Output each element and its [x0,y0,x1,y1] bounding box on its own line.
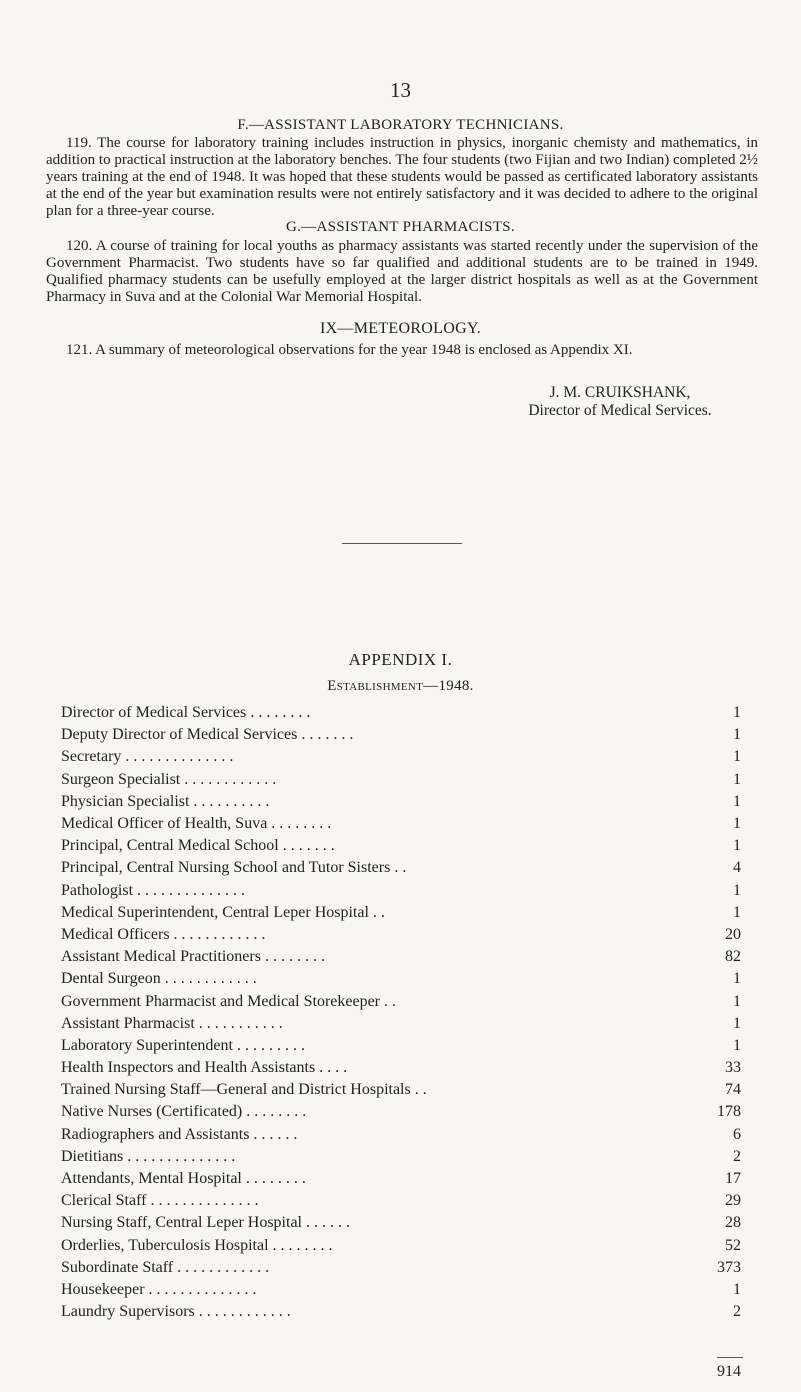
establishment-total: 914 [717,1363,741,1380]
table-row [61,1279,741,1301]
table-row [61,924,741,946]
establishment-count: 1 [733,992,741,1010]
establishment-count: 178 [717,1103,741,1121]
section-g-paragraph [46,238,758,306]
section-ix-paragraph [46,342,758,359]
establishment-count: 1 [733,1036,741,1054]
establishment-count: 1 [733,881,741,899]
table-row [61,1301,741,1323]
table-row [61,880,741,902]
section-divider [342,543,462,544]
establishment-count: 373 [717,1258,741,1276]
paragraph-120: 120. A course of training for local youths as pharmacy assistants was started recently under the supervision of the Government Pharmacist. Two students have so far qualified and additional students are to be trained in 1949. Qualified pharmacy students can be usefully employed at the larger district hospitals as well as at the Government Pharmacy in Suva and at the Colonial War Memorial Hospital. [46,238,758,305]
establishment-position: Secretary . . . . . . . . . . . . . . [61,748,234,766]
table-row [61,702,741,724]
table-row [61,968,741,990]
establishment-count: 1 [733,726,741,744]
signature-name: J. M. CRUIKSHANK, [549,384,691,401]
table-row [61,1190,741,1212]
establishment-position: Deputy Director of Medical Services . . . . . . . [61,726,354,744]
table-row [61,1168,741,1190]
section-g-heading: G.—ASSISTANT PHARMACISTS. [286,219,515,235]
signature-block [470,384,770,420]
table-row [61,1212,741,1234]
establishment-position: Pathologist . . . . . . . . . . . . . . [61,881,246,899]
table-row [61,902,741,924]
establishment-position: Trained Nursing Staff—General and District Hospitals . . [61,1081,427,1099]
paragraph-121: 121. A summary of meteorological observations for the year 1948 is enclosed as Appendix XI. [66,342,633,358]
establishment-count: 1 [733,792,741,810]
establishment-position: Principal, Central Nursing School and Tutor Sisters . . [61,859,407,877]
establishment-count: 1 [733,837,741,855]
establishment-count: 1 [733,970,741,988]
establishment-position: Physician Specialist . . . . . . . . . . [61,792,270,810]
table-row [61,791,741,813]
establishment-position: Dental Surgeon . . . . . . . . . . . . [61,970,257,988]
establishment-count: 1 [733,1280,741,1298]
establishment-position: Native Nurses (Certificated) . . . . . . . . [61,1103,307,1121]
establishment-table [61,702,741,1323]
table-row [61,1035,741,1057]
table-row [61,746,741,768]
establishment-position: Assistant Medical Practitioners . . . . . . . . [61,948,325,966]
appendix-title: APPENDIX I. [348,650,453,669]
section-f-paragraph [46,135,758,220]
table-row [61,990,741,1012]
section-f-heading: F.—ASSISTANT LABORATORY TECHNICIANS. [237,117,564,133]
establishment-position: Principal, Central Medical School . . . . . . . [61,837,335,855]
establishment-position: Surgeon Specialist . . . . . . . . . . . . [61,770,277,788]
establishment-position: Director of Medical Services . . . . . . . . [61,704,311,722]
establishment-position: Dietitians . . . . . . . . . . . . . . [61,1147,236,1165]
establishment-count: 33 [725,1059,741,1077]
establishment-position: Radiographers and Assistants . . . . . . [61,1125,298,1143]
total-rule [717,1357,743,1358]
appendix-subtitle: Establishment—1948. [327,678,474,694]
establishment-count: 1 [733,748,741,766]
table-row [61,1013,741,1035]
establishment-count: 28 [725,1214,741,1232]
table-row [61,835,741,857]
section-ix-heading: IX—METEOROLOGY. [319,320,482,337]
establishment-count: 4 [733,859,741,877]
table-row [61,946,741,968]
establishment-count: 2 [733,1147,741,1165]
table-row [61,1257,741,1279]
establishment-position: Housekeeper . . . . . . . . . . . . . . [61,1280,257,1298]
table-row [61,769,741,791]
establishment-position: Attendants, Mental Hospital . . . . . . . . [61,1170,306,1188]
table-row [61,1146,741,1168]
table-row [61,813,741,835]
establishment-position: Medical Officer of Health, Suva . . . . . . . . [61,815,332,833]
table-row [61,1124,741,1146]
establishment-position: Laboratory Superintendent . . . . . . . . . [61,1036,305,1054]
establishment-position: Medical Officers . . . . . . . . . . . . [61,925,266,943]
establishment-count: 52 [725,1236,741,1254]
establishment-position: Medical Superintendent, Central Leper Hospital . . [61,903,385,921]
establishment-position: Subordinate Staff . . . . . . . . . . . . [61,1258,270,1276]
establishment-count: 2 [733,1303,741,1321]
establishment-count: 74 [725,1081,741,1099]
establishment-position: Government Pharmacist and Medical Storekeeper . . [61,992,396,1010]
page-number: 13 [390,78,411,102]
establishment-position: Orderlies, Tuberculosis Hospital . . . . . . . . [61,1236,333,1254]
table-row [61,1079,741,1101]
establishment-position: Nursing Staff, Central Leper Hospital . . . . . . [61,1214,350,1232]
table-row [61,724,741,746]
establishment-count: 1 [733,770,741,788]
table-row [61,857,741,879]
establishment-count: 29 [725,1192,741,1210]
paragraph-119: 119. The course for laboratory training includes instruction in physics, inorganic chemisty and mathematics, in addition to practical instruction at the laboratory benches. The four students (two Fijian and two Indian) completed 2½ years training at the end of 1948. It was hoped that these students would be passed as certificated laboratory assistants at the end of the year but examination results were not entirely satisfactory and it was decided to adhere to the original plan for a three-year course. [46,135,758,219]
establishment-count: 1 [733,1014,741,1032]
table-row [61,1057,741,1079]
establishment-count: 1 [733,815,741,833]
table-row [61,1235,741,1257]
establishment-count: 17 [725,1170,741,1188]
establishment-count: 1 [733,704,741,722]
signature-title: Director of Medical Services. [528,402,712,419]
establishment-position: Assistant Pharmacist . . . . . . . . . . . [61,1014,283,1032]
establishment-count: 6 [733,1125,741,1143]
establishment-position: Clerical Staff . . . . . . . . . . . . . . [61,1192,259,1210]
establishment-position: Laundry Supervisors . . . . . . . . . . . . [61,1303,291,1321]
establishment-count: 20 [725,925,741,943]
establishment-count: 82 [725,948,741,966]
table-row [61,1101,741,1123]
establishment-count: 1 [733,903,741,921]
establishment-position: Health Inspectors and Health Assistants . . . . [61,1059,348,1077]
